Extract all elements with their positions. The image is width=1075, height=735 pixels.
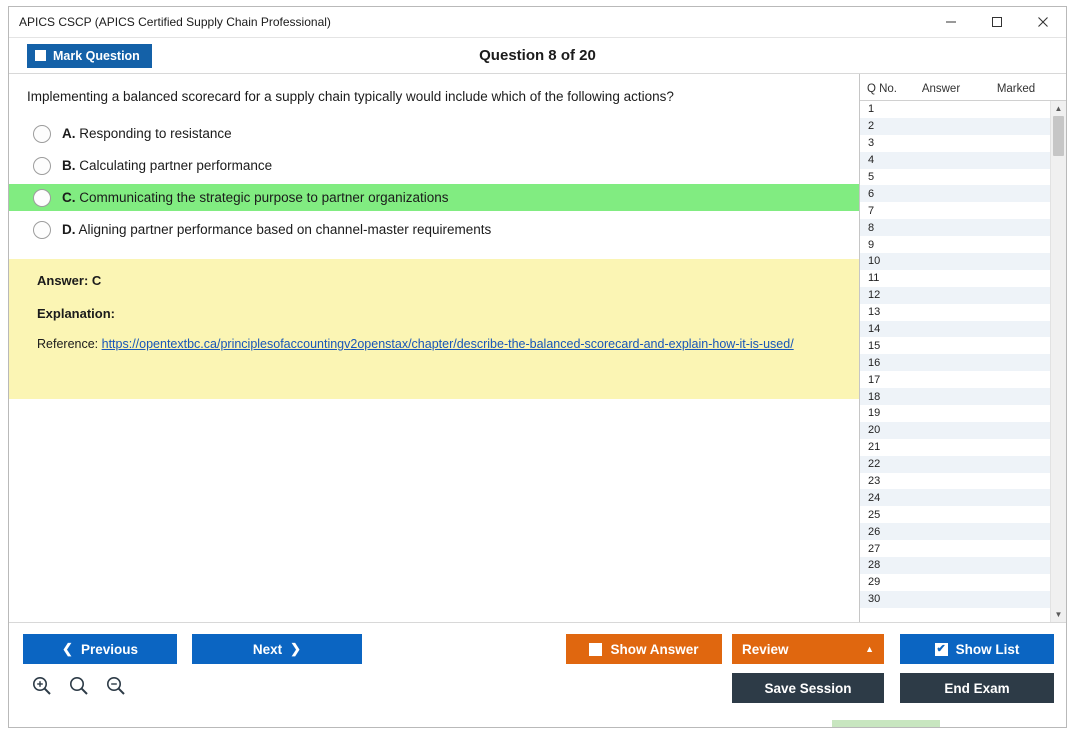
radio-icon-c[interactable] (33, 189, 51, 207)
question-list-row[interactable] (860, 118, 1050, 135)
question-list-row[interactable] (860, 574, 1050, 591)
question-number-cell: 27 (868, 542, 881, 555)
maximize-button[interactable] (974, 8, 1020, 37)
status-accent-strip (832, 720, 940, 727)
exam-body (9, 74, 1066, 622)
next-button[interactable] (192, 634, 362, 664)
question-number-cell: 5 (868, 171, 875, 183)
question-list-row[interactable] (860, 236, 1050, 253)
chevron-right-icon: ❯ (290, 641, 302, 656)
previous-button[interactable] (23, 634, 177, 664)
question-number-cell: 12 (868, 289, 881, 302)
question-number-cell: 6 (868, 187, 875, 200)
footer-toolbar (9, 622, 1066, 715)
question-list-row[interactable] (860, 185, 1050, 202)
question-list-row[interactable] (860, 405, 1050, 422)
question-list-body (860, 101, 1066, 622)
reference-link[interactable]: https://opentextbc.ca/principlesofaccountingv2openstax/chapter/describe-the-balanced-scorecard-and-explain-how-it-is-used/ (101, 337, 794, 352)
show-answer-button[interactable] (566, 634, 722, 664)
question-number-cell: 9 (868, 238, 875, 251)
minimize-button[interactable] (928, 8, 974, 37)
radio-icon-b[interactable] (33, 157, 51, 175)
option-row-a[interactable] (9, 120, 859, 147)
question-pane (9, 74, 859, 622)
show-answer-checkbox-icon (589, 643, 602, 656)
question-list-row[interactable] (860, 321, 1050, 338)
question-list-row[interactable] (860, 169, 1050, 186)
option-label-a (62, 126, 232, 141)
question-list-row[interactable] (860, 219, 1050, 236)
end-exam-label: End Exam (944, 680, 1010, 696)
show-list-button[interactable] (900, 634, 1054, 664)
radio-icon-a[interactable] (33, 125, 51, 143)
option-text-d: Aligning partner performance based on channel-master requirements (78, 222, 492, 238)
show-answer-label: Show Answer (610, 641, 699, 657)
question-number-cell: 15 (868, 339, 881, 352)
question-number-cell: 30 (868, 593, 881, 606)
question-number-cell: 24 (868, 491, 881, 504)
options-list (9, 120, 859, 243)
mark-question-checkbox-icon (35, 50, 46, 61)
question-number-cell: 29 (868, 576, 881, 589)
reference-line (37, 335, 843, 353)
answer-panel (9, 259, 859, 399)
save-session-button[interactable] (732, 673, 884, 703)
question-list-row[interactable] (860, 253, 1050, 270)
question-list-row[interactable] (860, 287, 1050, 304)
status-bar (9, 715, 1066, 727)
chevron-left-icon: ❮ (62, 641, 73, 656)
question-number-cell: 28 (868, 559, 881, 572)
exam-header (9, 38, 1066, 74)
question-list-row[interactable] (860, 135, 1050, 152)
question-list-row[interactable] (860, 101, 1050, 118)
show-list-checkbox-icon: ✔ (936, 642, 946, 655)
radio-icon-d[interactable] (33, 221, 51, 239)
question-list-row[interactable] (860, 439, 1050, 456)
previous-button-label: Previous (80, 641, 138, 657)
question-list-scrollbar[interactable] (1050, 101, 1066, 622)
mark-question-label: Mark Question (53, 48, 140, 63)
question-text: Implementing a balanced scorecard for a supply chain typically would include which of the following actions? (27, 89, 674, 104)
answer-text: Answer: C (37, 273, 102, 289)
question-list-row[interactable] (860, 202, 1050, 219)
option-letter-d: D. (62, 222, 76, 238)
question-number-cell: 4 (868, 154, 875, 167)
scroll-down-arrow-icon[interactable]: ▼ (1054, 610, 1063, 619)
question-list-row[interactable] (860, 506, 1050, 523)
question-number-cell: 21 (868, 441, 881, 454)
question-list-row[interactable] (860, 540, 1050, 557)
question-number-cell: 16 (868, 356, 881, 369)
question-list-row[interactable] (860, 337, 1050, 354)
column-header-marked: Marked (996, 83, 1036, 95)
question-number-cell: 1 (868, 103, 875, 116)
question-list-row[interactable] (860, 473, 1050, 490)
column-header-qno: Q No. (866, 83, 898, 95)
question-counter: Question 8 of 20 (479, 47, 596, 64)
option-text-a: Responding to resistance (79, 126, 232, 142)
question-number-cell: 19 (868, 407, 881, 420)
question-list-row[interactable] (860, 489, 1050, 506)
question-list-rows[interactable] (860, 101, 1050, 622)
question-number-cell: 14 (868, 323, 881, 336)
question-list-row[interactable] (860, 422, 1050, 439)
option-row-d[interactable] (9, 216, 859, 243)
option-letter-b: B. (62, 158, 76, 174)
window-title: APICS CSCP (APICS Certified Supply Chain Professional) (19, 15, 331, 29)
zoom-out-icon[interactable] (105, 675, 127, 697)
close-button[interactable] (1020, 8, 1066, 37)
review-label: Review (742, 641, 789, 657)
option-row-b[interactable] (9, 152, 859, 179)
question-list-row[interactable] (860, 388, 1050, 405)
question-number-cell: 11 (868, 272, 880, 285)
zoom-reset-icon[interactable] (68, 675, 90, 697)
option-label-b (62, 158, 272, 173)
question-number-cell: 2 (868, 120, 875, 133)
end-exam-button[interactable] (900, 673, 1054, 703)
question-list-row[interactable] (860, 152, 1050, 169)
question-number-cell: 20 (868, 424, 881, 437)
question-list-row[interactable] (860, 354, 1050, 371)
scroll-up-arrow-icon[interactable]: ▲ (1054, 104, 1063, 113)
mark-question-button[interactable] (27, 44, 152, 68)
option-label-c (62, 190, 448, 205)
exam-window (8, 6, 1067, 728)
option-letter-a: A. (62, 126, 76, 142)
option-letter-c: C. (62, 190, 76, 206)
question-list-row[interactable] (860, 270, 1050, 287)
question-number-cell: 7 (868, 204, 875, 217)
question-list-row[interactable] (860, 304, 1050, 321)
question-list-row[interactable] (860, 557, 1050, 574)
next-button-label: Next (252, 641, 283, 657)
zoom-controls (31, 675, 127, 697)
show-list-label: Show List (955, 641, 1020, 657)
question-list-row[interactable] (860, 591, 1050, 608)
question-number-cell: 25 (868, 508, 881, 521)
save-session-label: Save Session (764, 680, 852, 696)
reference-prefix: Reference: (37, 337, 102, 352)
explanation-label: Explanation: (37, 306, 116, 322)
question-number-cell: 23 (868, 475, 881, 488)
question-number-cell: 17 (868, 373, 881, 386)
question-list-pane (859, 74, 1066, 622)
question-list-row[interactable] (860, 456, 1050, 473)
option-label-d (62, 222, 491, 237)
question-number-cell: 22 (868, 458, 881, 471)
question-number-cell: 26 (868, 525, 881, 538)
zoom-in-icon[interactable] (31, 675, 53, 697)
column-header-answer: Answer (921, 83, 961, 95)
question-number-cell: 3 (868, 137, 875, 150)
question-number-cell: 13 (868, 306, 881, 319)
question-list-row[interactable] (860, 371, 1050, 388)
question-list-row[interactable] (860, 523, 1050, 540)
scrollbar-thumb[interactable] (1053, 116, 1064, 156)
title-bar (9, 7, 1066, 38)
chevron-up-icon: ▲ (865, 644, 874, 654)
review-dropdown[interactable] (732, 634, 884, 664)
option-text-c: Communicating the strategic purpose to partner organizations (79, 190, 449, 206)
question-number-cell: 10 (868, 255, 881, 268)
option-text-b: Calculating partner performance (79, 158, 273, 174)
question-number-cell: 8 (868, 221, 875, 234)
question-list-header (860, 74, 1066, 101)
option-row-c[interactable] (9, 184, 859, 211)
question-number-cell: 18 (868, 390, 881, 403)
